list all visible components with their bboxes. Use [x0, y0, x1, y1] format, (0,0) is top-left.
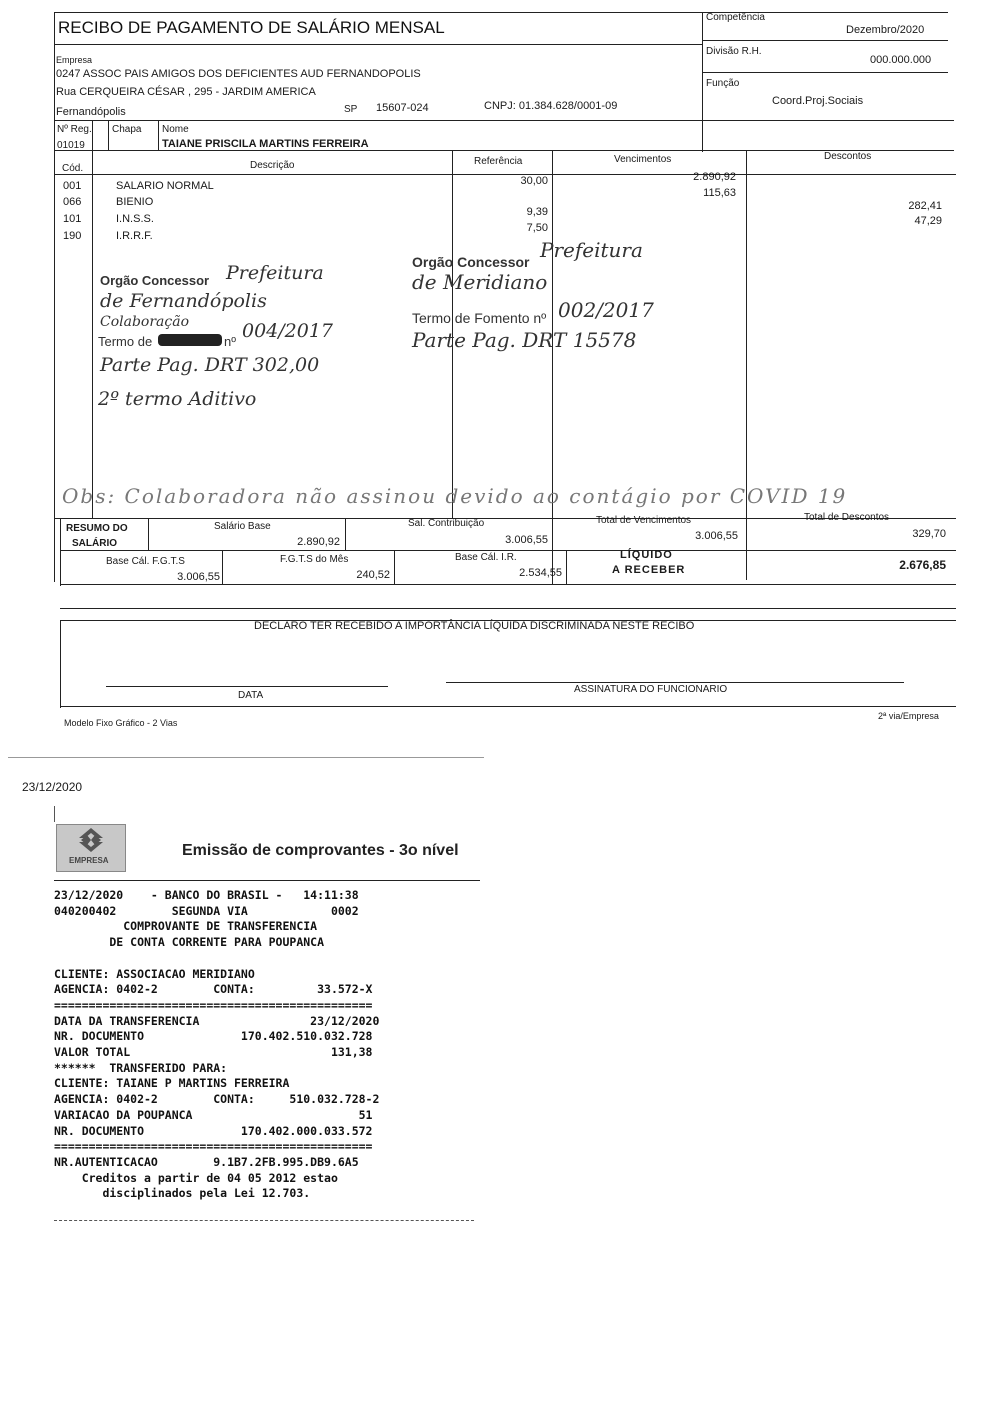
- total-vencimentos-label: Total de Vencimentos: [596, 515, 692, 526]
- receipt-line: NR.AUTENTICACAO 9.1B7.2FB.995.DB9.6A5: [54, 1154, 359, 1169]
- stamp-left-orgao-hand: Prefeitura: [226, 262, 324, 284]
- empresa-cidade: Fernandópolis: [56, 106, 126, 118]
- stamp-left-termo: Termo de: [98, 334, 153, 349]
- col-referencia-header: Referência: [474, 156, 523, 167]
- divisao-value: 000.000.000: [870, 54, 932, 66]
- row-descricao: BIENIO: [116, 196, 154, 208]
- liquido-label-2: A RECEBER: [612, 564, 686, 576]
- total-descontos-label: Total de Descontos: [804, 512, 890, 523]
- nome-label: Nome: [162, 124, 189, 135]
- receipt-line: NR. DOCUMENTO 170.402.510.032.728: [54, 1029, 373, 1044]
- row-cod: 190: [63, 230, 82, 242]
- receipt-body: [54, 888, 379, 1202]
- row-descontos: 47,29: [914, 215, 942, 227]
- fgts-mes-label: F.G.T.S do Mês: [280, 554, 349, 565]
- stamp-left-termo-hand: 004/2017: [242, 320, 334, 342]
- receipt-line: DE CONTA CORRENTE PARA POUPANCA: [54, 935, 325, 950]
- empresa-uf: SP: [344, 104, 358, 115]
- funcao-value: Coord.Proj.Sociais: [772, 95, 864, 107]
- col-descontos-header: Descontos: [824, 151, 872, 162]
- receipt-title: Emissão de comprovantes - 3o nível: [182, 842, 459, 859]
- row-descricao: I.N.S.S.: [116, 213, 154, 225]
- footer-model: Modelo Fixo Gráfico - 2 Vias: [64, 718, 178, 728]
- receipt-line: VALOR TOTAL 131,38: [54, 1045, 373, 1060]
- stamp-left-orgao: Orgão Concessor: [100, 273, 210, 288]
- chapa-label: Chapa: [112, 124, 142, 135]
- row-cod: 066: [63, 196, 82, 208]
- col-descricao-header: Descrição: [250, 160, 295, 171]
- row-descricao: SALARIO NORMAL: [116, 180, 214, 192]
- row-referencia: 7,50: [526, 222, 548, 234]
- receipt-line: CLIENTE: ASSOCIACAO MERIDIANO: [54, 966, 255, 981]
- liquido-value: 2.676,85: [899, 558, 946, 572]
- competencia-value: Dezembro/2020: [846, 24, 925, 36]
- bank-logo: [56, 824, 126, 872]
- stamp-left-parte-hand: Parte Pag. DRT 302,00: [100, 354, 320, 376]
- receipt-line: disciplinados pela Lei 12.703.: [54, 1186, 311, 1201]
- stamp-left-colaboracao-hand: Colaboração: [100, 314, 190, 330]
- row-descricao: I.R.R.F.: [116, 230, 153, 242]
- funcao-label: Função: [706, 78, 740, 89]
- receipt-line: DATA DA TRANSFERENCIA 23/12/2020: [54, 1013, 380, 1028]
- total-vencimentos-value: 3.006,55: [695, 530, 738, 542]
- receipt-line: ==============================================: [54, 997, 373, 1012]
- stamp-left-prefeitura-hand: de Fernandópolis: [100, 290, 267, 312]
- stamp-left-aditivo-hand: 2º termo Aditivo: [98, 388, 257, 410]
- nreg-label: Nº Reg.: [57, 124, 92, 135]
- nreg-value: 01019: [57, 140, 85, 151]
- receipt-line: ****** TRANSFERIDO PARA:: [54, 1060, 228, 1075]
- base-ir-value: 2.534,55: [519, 567, 562, 579]
- resumo-label: RESUMO DO: [66, 523, 128, 534]
- row-referencia: 30,00: [520, 175, 548, 187]
- employee-name: TAIANE PRISCILA MARTINS FERREIRA: [162, 138, 369, 150]
- payslip-title: RECIBO DE PAGAMENTO DE SALÁRIO MENSAL: [58, 18, 445, 37]
- bank-logo-icon: [57, 825, 125, 855]
- salario-base-value: 2.890,92: [297, 536, 340, 548]
- row-cod: 101: [63, 213, 82, 225]
- observation-hand: Obs: Colaboradora não assinou devido ao contágio por COVID 19: [62, 484, 848, 508]
- receipt-line: 23/12/2020 - BANCO DO BRASIL - 14:11:38: [54, 888, 359, 902]
- receipt-line: VARIACAO DA POUPANCA 51: [54, 1107, 373, 1122]
- salario-base-label: Salário Base: [214, 521, 271, 532]
- receipt-line: 040200402 SEGUNDA VIA 0002: [54, 903, 359, 918]
- fgts-mes-value: 240,52: [356, 569, 390, 581]
- stamp-left-numero: nº: [224, 334, 236, 349]
- base-fgts-label: Base Cál. F.G.T.S: [106, 556, 185, 567]
- competencia-label: Competência: [706, 12, 765, 23]
- stamp-right-termo: Termo de Fomento nº: [412, 310, 547, 326]
- divisao-label: Divisão R.H.: [706, 46, 762, 57]
- stamp-right-municipio-hand: de Meridiano: [412, 270, 548, 294]
- resumo-label-2: SALÁRIO: [72, 538, 117, 549]
- col-cod-header: Cód.: [62, 163, 84, 174]
- row-vencimentos: 2.890,92: [693, 171, 736, 183]
- col-vencimentos-header: Vencimentos: [614, 154, 672, 165]
- receipt-line: Creditos a partir de 04 05 2012 estao: [54, 1170, 338, 1185]
- redaction-mark: [158, 334, 222, 346]
- footer-via: 2ª via/Empresa: [878, 711, 939, 721]
- empresa-cnpj: CNPJ: 01.384.628/0001-09: [484, 100, 618, 112]
- sal-contribuicao-label: Sal. Contribuição: [408, 518, 485, 529]
- empresa-cep: 15607-024: [376, 102, 429, 114]
- stamp-right-orgao-hand: Prefeitura: [540, 238, 643, 262]
- receipt-line: ==============================================: [54, 1139, 373, 1154]
- row-vencimentos: 115,63: [703, 187, 736, 199]
- receipt-line: NR. DOCUMENTO 170.402.000.033.572: [54, 1123, 373, 1138]
- stamp-right-parte-hand: Parte Pag. DRT 15578: [412, 328, 637, 352]
- liquido-label: LÍQUIDO: [620, 549, 673, 561]
- stamp-right-orgao: Orgão Concessor: [412, 254, 530, 270]
- base-ir-label: Base Cál. I.R.: [455, 552, 517, 563]
- total-descontos-value: 329,70: [912, 528, 946, 540]
- row-cod: 001: [63, 180, 82, 192]
- assinatura-label: ASSINATURA DO FUNCIONARIO: [574, 684, 728, 695]
- sal-contribuicao-value: 3.006,55: [505, 534, 548, 546]
- receipt-line: CLIENTE: TAIANE P MARTINS FERREIRA: [54, 1076, 290, 1091]
- stamp-right-termo-hand: 002/2017: [558, 298, 654, 322]
- receipt-line: AGENCIA: 0402-2 CONTA: 510.032.728-2: [54, 1092, 380, 1107]
- empresa-label: Empresa: [56, 55, 93, 65]
- receipt-line: AGENCIA: 0402-2 CONTA: 33.572-X: [54, 982, 373, 997]
- empresa-name: 0247 ASSOC PAIS AMIGOS DOS DEFICIENTES AUD FERNANDOPOLIS: [56, 68, 421, 80]
- row-descontos: 282,41: [908, 200, 942, 212]
- declaracao-text: DECLARO TER RECEBIDO A IMPORTÂNCIA LÍQUIDA DISCRIMINADA NESTE RECIBO: [254, 620, 695, 632]
- receipt-line: COMPROVANTE DE TRANSFERENCIA: [54, 919, 318, 934]
- bank-receipt: [0, 760, 992, 1260]
- base-fgts-value: 3.006,55: [177, 571, 220, 583]
- data-label: DATA: [238, 690, 264, 701]
- receipt-date: 23/12/2020: [22, 780, 83, 794]
- empresa-endereco: Rua CERQUEIRA CÉSAR , 295 - JARDIM AMERICA: [56, 86, 316, 98]
- row-referencia: 9,39: [526, 206, 548, 218]
- bank-logo-label: EMPRESA: [69, 856, 109, 865]
